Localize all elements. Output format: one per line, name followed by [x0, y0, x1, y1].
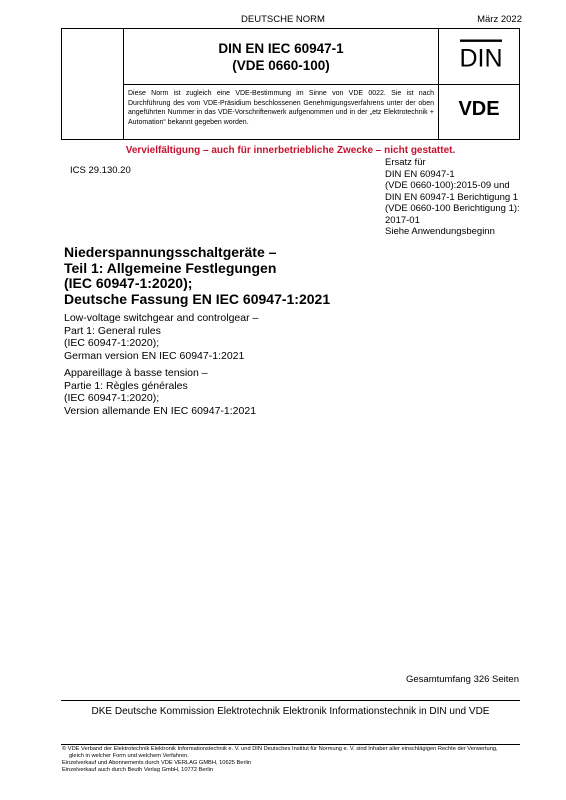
vde-number: (VDE 0660-100) — [232, 58, 330, 73]
title-german-line: (IEC 60947-1:2020); — [64, 275, 193, 291]
title-french-line: Partie 1: Règles générales — [64, 379, 188, 392]
replaces-line: 2017-01 — [385, 214, 420, 226]
din-logo-text: DIN — [459, 44, 503, 69]
replacement-info — [385, 157, 535, 238]
din-logo — [459, 39, 503, 69]
title-german-line: Niederspannungsschaltgeräte – — [64, 244, 277, 260]
replaces-line: (VDE 0660-100):2015-09 und — [385, 180, 510, 191]
total-pages: Gesamtumfang 326 Seiten — [405, 674, 519, 685]
footer-line: Einzelverkauf auch durch Beuth Verlag GmbH, 10772 Berlin — [62, 767, 214, 773]
vde-logo — [447, 98, 511, 118]
replaces-line: DIN EN 60947-1 Berichtigung 1 — [385, 191, 519, 203]
title-french-line: (IEC 60947-1:2020); — [64, 392, 160, 404]
footer-line: gleich in welcher Form und welchem Verfahren. — [69, 753, 189, 759]
footer-line: Einzelverkauf und Abonnements durch VDE VERLAG GMBH, 10625 Berlin — [62, 760, 252, 766]
title-english — [64, 312, 258, 362]
replaces-line: Siehe Anwendungsbeginn — [385, 226, 495, 237]
standard-number — [124, 40, 438, 74]
vde-logo-text: VDE — [458, 98, 500, 118]
replaces-line: Ersatz für — [385, 157, 426, 168]
title-english-line: German version EN IEC 60947-1:2021 — [64, 349, 245, 362]
title-english-line: Low-voltage switchgear and controlgear – — [64, 312, 259, 324]
vde-notice: Diese Norm ist zugleich eine VDE-Bestimmung im Sinne von VDE 0022. Sie ist nach Durchführung des vom VDE-Präsidium beschlossenen Genehmigungsverfahrens unter der oben angeführten Nummer in das VDE-Vorschriftenwerk aufgenommen und in der „etz Elektrotechnik + Automation“ bekannt gegeben worden. — [128, 90, 434, 126]
publication-date: März 2022 — [477, 14, 522, 25]
title-german-line: Teil 1: Allgemeine Festlegungen — [64, 259, 277, 276]
din-number: DIN EN IEC 60947-1 — [218, 41, 344, 56]
title-block-middle-divider — [123, 84, 520, 85]
footer-line: © VDE Verband der Elektrotechnik Elektronik Informationstechnik e. V. und DIN Deutsches Institut für Normung e. V. sind Inhaber aller einschlägigen Rechte der Verwertung, — [62, 746, 498, 752]
title-french-line: Appareillage à basse tension – — [64, 367, 208, 379]
dke-line: DKE Deutsche Kommission Elektrotechnik Elektronik Informationstechnik in DIN und VDE — [91, 706, 490, 717]
title-german — [64, 245, 330, 307]
ics-code: ICS 29.130.20 — [70, 165, 131, 176]
title-english-line: Part 1: General rules — [64, 324, 161, 337]
dke-divider — [61, 700, 520, 701]
copyright-footer — [62, 746, 532, 774]
norm-type-label: DEUTSCHE NORM — [241, 14, 325, 25]
footer-divider — [61, 744, 520, 745]
title-french — [64, 367, 256, 417]
title-english-line: (IEC 60947-1:2020); — [64, 337, 160, 349]
title-french-line: Version allemande EN IEC 60947-1:2021 — [64, 404, 257, 417]
title-german-line: Deutsche Fassung EN IEC 60947-1:2021 — [64, 290, 331, 307]
replaces-line: (VDE 0660-100 Berichtigung 1): — [385, 203, 520, 214]
replaces-line: DIN EN 60947-1 — [385, 168, 455, 180]
copy-warning: Vervielfältigung – auch für innerbetriebliche Zwecke – nicht gestattet. — [125, 145, 456, 156]
